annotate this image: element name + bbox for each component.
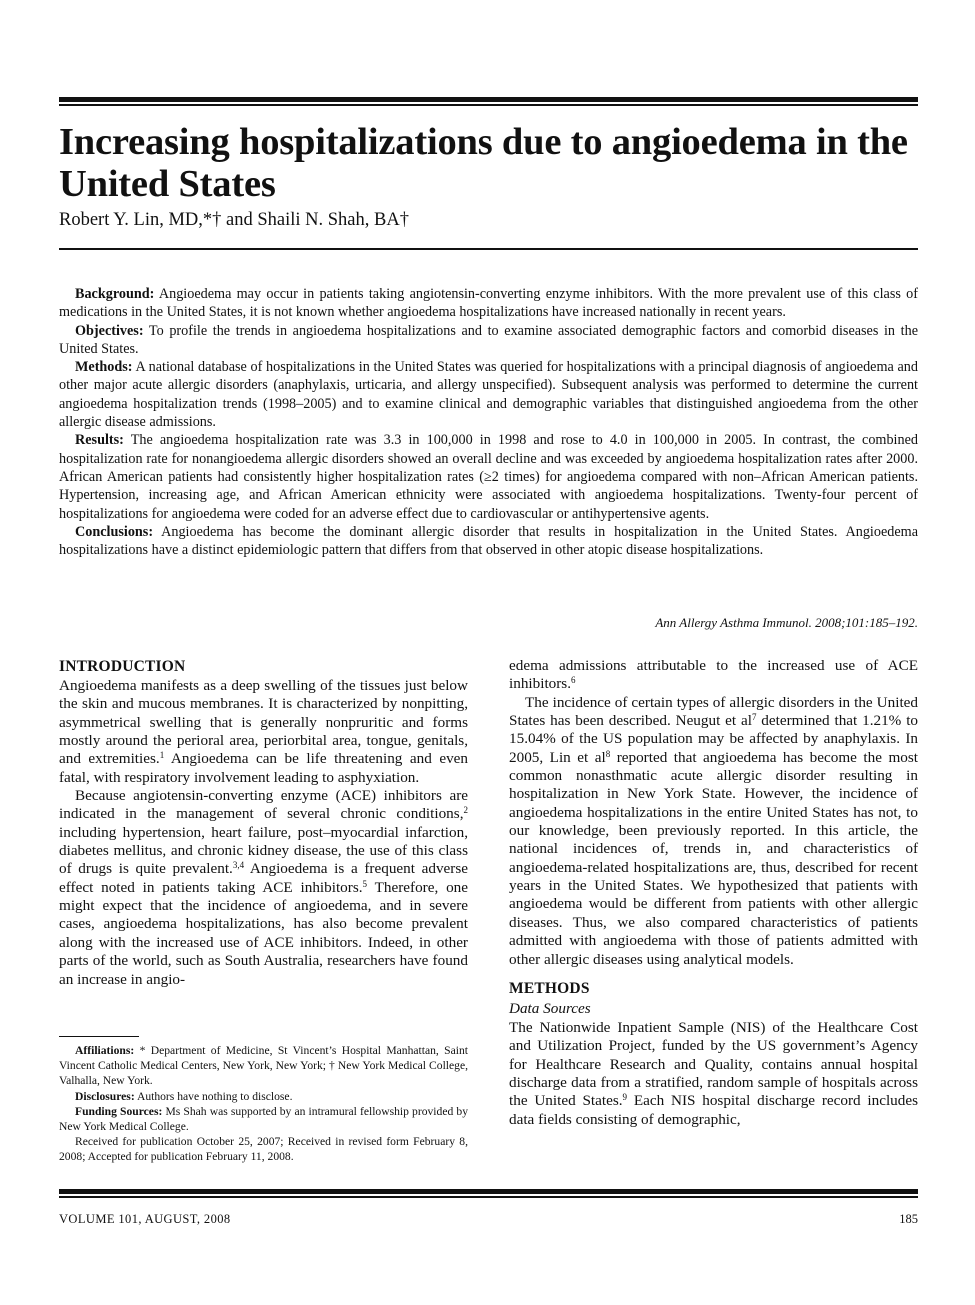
ref-3-4: 3,4: [232, 860, 245, 871]
footer-rule-thick: [59, 1189, 918, 1194]
funding-label: Funding Sources:: [75, 1104, 163, 1118]
ref-8: 8: [605, 748, 611, 759]
affiliations-label: Affiliations:: [75, 1044, 135, 1057]
abstract-methods-label: Methods:: [75, 359, 133, 376]
intro-paragraph-3: [509, 694, 918, 969]
abstract-conclusions: [59, 523, 918, 560]
intro-p2-text-a: Because angiotensin-converting enzyme (ACE) inhibitors are indicated in the management of several chronic conditions,: [59, 787, 468, 823]
intro-p2-text-d-continued: edema admissions attributable to the increased use of ACE inhibitors.: [509, 657, 918, 693]
intro-paragraph-2: [59, 787, 468, 989]
footnotes: [59, 1043, 468, 1165]
section-gap: [509, 969, 918, 979]
page-number: 185: [899, 1212, 918, 1226]
abstract-background-label: Background:: [75, 286, 155, 302]
header-rule-thick: [59, 97, 918, 102]
methods-heading: METHODS: [509, 979, 590, 997]
disclosures-label: Disclosures:: [75, 1089, 135, 1103]
funding-text: Ms Shah was supported by an intramural fellowship provided by New York Medical College.: [59, 1104, 468, 1134]
ref-9: 9: [622, 1092, 628, 1103]
ref-7: 7: [751, 712, 757, 723]
methods-p1-text-a: The Nationwide Inpatient Sample (NIS) of the Healthcare Cost and Utilization Project, funded by the US government’s Agency for Healthcare Research and Quality, contains annual hospital discharge data from a stratified, random sample of hospitals across the United States.: [509, 1018, 918, 1110]
intro-p3-text-a: The incidence of certain types of allergic disorders in the United States has been described. Neugut et al: [509, 693, 918, 730]
footnote-rule: [59, 1036, 139, 1037]
abstract-objectives: [59, 322, 918, 359]
abstract-results: [59, 431, 918, 522]
abstract-objectives-label: Objectives:: [75, 322, 144, 339]
intro-p2-text-b: including hypertension, heart failure, post–myocardial infarction, diabetes mellitus, and chronic kidney disease, the use of this class of drugs is quite prevalent.: [59, 823, 468, 878]
footer-rule-thin: [59, 1196, 918, 1198]
volume-info: VOLUME 101, AUGUST, 2008: [59, 1212, 231, 1226]
ref-5: 5: [362, 878, 368, 889]
abstract-methods: [59, 358, 918, 431]
methods-paragraph-1: [509, 1019, 918, 1129]
abstract-conclusions-text: Angioedema has become the dominant allergic disorder that results in hospitalization in the United States. Angioedema hospitalizations have a distinct epidemiologic pattern that differs from that observed in other atopic disease hospitalizations.: [59, 523, 918, 559]
abstract-results-label: Results:: [75, 432, 124, 449]
journal-citation: [655, 615, 918, 631]
intro-p1-end: Angioedema can be life threatening and even fatal, with respiratory involvement leading to asphyxiation.: [59, 750, 468, 786]
abstract-results-text: The angioedema hospitalization rate was 3.3 in 100,000 in 1998 and rose to 4.0 in 100,000 in 2005. In contrast, the combined hospitalization rate for nonangioedema allergic disorders showed an overall decline and was exceeded by angioedema hospitalization rates after 2000. African American patients had consistently higher hospitalization rates (≥2 times) for angioedema compared with non–African American patients. Hypertension, increasing age, and African American ethnicity were associated with angioedema hospitalizations. Twenty-four percent of hospitalizations for angioedema were coded for an adverse effect due to cardiovascular or antihypertensive agents.: [59, 432, 918, 522]
title-rule: [59, 248, 918, 250]
affiliations-text: * Department of Medicine, St Vincent’s Hospital Manhattan, Saint Vincent Catholic Medical Centers, New York, New York; † New York Medical College, Valhalla, New York.: [59, 1044, 468, 1088]
ref-6: 6: [571, 675, 576, 686]
footnote-disclosures: [59, 1089, 468, 1104]
citation-journal: Ann Allergy Asthma Immunol.: [655, 615, 812, 630]
intro-p3-text-b: determined that 1.21% to 15.04% of the US population may be affected by anaphylaxis. In 2005, Lin et al: [509, 712, 919, 766]
header-rule-thin: [59, 104, 918, 106]
abstract-conclusions-label: Conclusions:: [75, 523, 154, 540]
abstract-objectives-text: To profile the trends in angioedema hospitalizations and to examine associated demographic factors and comorbid diseases in the United States.: [59, 322, 918, 357]
intro-p3-text-c: reported that angioedema has become the most common nonasthmatic acute allergic disorder resulting in hospitalization in New York State. However, the incidence of angioedema hospitalizations in the entire United States has not, to our knowledge, been previously reported. In this article, the national incidences of, trends in, and characteristics of angioedema-related hospitalizations are, thus, described for recent years in the United States. We hypothesized that patients with angioedema would be different from patients with other allergic diseases. Thus, we also compared characteristics of patients admitted with angioedema with those of patients admitted with other allergic diseases using analytical models.: [509, 748, 918, 968]
citation-details: 2008;101:185–192.: [811, 615, 918, 630]
footnote-funding: [59, 1104, 468, 1134]
intro-paragraph-2-continued: [509, 657, 918, 694]
footnote-affiliations: [59, 1043, 468, 1089]
abstract-background-text: Angioedema may occur in patients taking angiotensin-converting enzyme inhibitors. With the more prevalent use of this class of medications in the United States, it is not known whether angioedema hospitalizations have increased nationally in recent years.: [59, 286, 918, 321]
disclosures-text: Authors have nothing to disclose.: [134, 1089, 293, 1103]
intro-p2-text-d: Therefore, one might expect that the incidence of angioedema, and in severe cases, angioedema hospitalizations, has also become prevalent along with the increased use of ACE inhibitors. Indeed, in other parts of the world, such as South Australia, researchers have found an increase in angio-: [59, 878, 469, 988]
left-column: [59, 657, 468, 989]
methods-p1-text-b: Each NIS hospital discharge record includes data fields consisting of demographic,: [509, 1092, 918, 1128]
introduction-heading: INTRODUCTION: [59, 658, 186, 675]
ref-1: 1: [159, 750, 165, 761]
intro-paragraph-1: [59, 677, 468, 787]
abstract-background: [59, 285, 918, 322]
footnote-received: Received for publication October 25, 2007; Received in revised form February 8, 2008; Accepted for publication February 11, 2008.: [59, 1135, 468, 1164]
intro-p2-text-c: Angioedema is a frequent adverse effect noted in patients taking ACE inhibitors.: [59, 860, 468, 896]
data-sources-subheading: Data Sources: [509, 999, 591, 1017]
abstract: [59, 285, 918, 559]
article-title: Increasing hospitalizations due to angioedema in the United States: [59, 121, 908, 205]
right-column: [509, 657, 918, 1129]
author-list: Robert Y. Lin, MD,*† and Shaili N. Shah, BA†: [59, 210, 409, 230]
abstract-methods-text: A national database of hospitalizations in the United States was queried for hospitalizations with a principal diagnosis of angioedema and other major acute allergic disorders (anaphylaxis, urticaria, and allergy unspecified). Subsequent analysis was performed to determine the current angioedema hospitalization trends (1998–2005) and to examine clinical and demographic variables that distinguished angioedema from the other allergic disease admissions.: [59, 359, 918, 431]
ref-2: 2: [463, 805, 468, 816]
intro-p1-text: Angioedema manifests as a deep swelling of the tissues just below the skin and mucous membranes. It is characterized by nonpitting, asymmetrical swelling that is generally nonpruritic and forms mostly around the perioral area, periorbital area, tongue, genitals, and extremities.: [59, 677, 468, 768]
